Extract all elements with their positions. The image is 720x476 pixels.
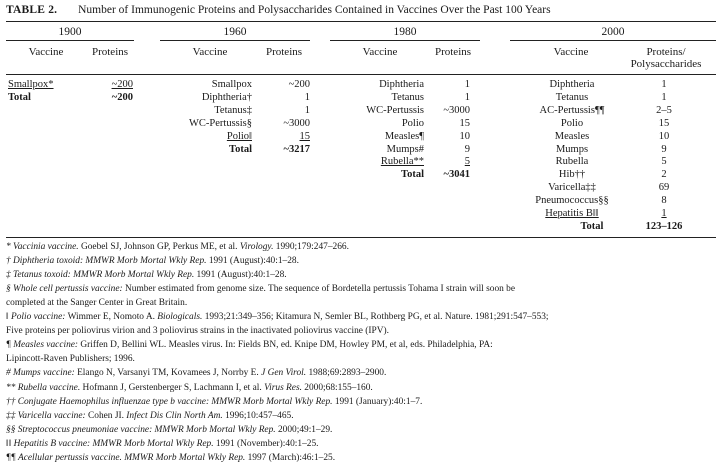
year-1980: 1980	[393, 26, 417, 38]
value-cell: 1	[661, 91, 667, 103]
footnote-text: Griffen D, Bellini WL. Measles virus. In: Fields BN, ed. Knipe DM, Howley PM, et al, eds. Philadelphia, PA:	[78, 340, 493, 351]
col-proteins-2000-line2: Polysaccharides	[630, 58, 702, 70]
footnote-italic: Biologicals.	[157, 312, 203, 323]
year-1960-rule	[160, 40, 310, 41]
vaccine-cell: Diphtheria†	[201, 91, 252, 103]
footnote-italic: ‡ Tetanus toxoid: MMWR Morb Mortal Wkly Rep.	[6, 270, 195, 281]
footnote-line	[6, 411, 294, 422]
vaccine-cell: Diphtheria	[379, 79, 424, 90]
vaccine-cell: Polio‖	[226, 130, 252, 142]
footnote-line	[6, 242, 349, 253]
footnote-line	[6, 270, 287, 281]
vaccine-cell: Smallpox*	[8, 79, 54, 90]
footnote-italic: J Gen Virol.	[261, 368, 307, 379]
footnote-line	[6, 256, 299, 267]
vaccine-cell: Rubella	[555, 156, 589, 168]
col-proteins-1900: Proteins	[91, 46, 129, 58]
footnote-italic: § Whole cell pertussis vaccine:	[6, 284, 123, 295]
footnote-line	[6, 439, 318, 450]
vaccine-cell: Total	[8, 91, 31, 103]
vaccine-cell: Diphtheria	[549, 79, 595, 90]
footnote-line	[6, 312, 549, 323]
value-cell: 2–5	[656, 104, 672, 116]
footnote-line	[6, 397, 422, 408]
footnote-text: Wimmer E, Nomoto A.	[65, 312, 158, 323]
value-cell: 8	[661, 195, 667, 207]
value-cell: 5	[661, 156, 667, 168]
value-cell: ~3000	[443, 104, 470, 116]
table-label: TABLE 2.	[6, 4, 58, 16]
vaccine-cell: Polio	[401, 117, 424, 129]
vaccine-cell: Mumps	[555, 143, 589, 155]
footnote-text: Lipincott-Raven Publishers; 1996.	[6, 354, 135, 365]
value-cell: 15	[658, 117, 670, 129]
footnote-italic: ** Rubella vaccine.	[6, 382, 81, 393]
footnote-italic: † Diphtheria toxoid: MMWR Morb Mortal Wkly Rep.	[6, 256, 207, 267]
vaccine-cell: Tetanus	[391, 91, 424, 103]
footnote-italic: ¶¶ Acellular pertussis vaccine. MMWR Morb Mortal Wkly Rep.	[6, 452, 246, 463]
footnote-italic: ‖ Polio vaccine:	[6, 312, 66, 323]
header-rule	[6, 74, 716, 75]
value-cell: 1	[304, 91, 310, 103]
footnote-line	[6, 284, 515, 295]
year-1960: 1960	[223, 26, 247, 38]
value-cell: 69	[658, 182, 670, 194]
vaccine-cell: Total	[229, 143, 252, 155]
vaccine-cell: AC-Pertussis¶¶	[539, 104, 605, 116]
value-cell: 123–126	[645, 220, 683, 232]
vaccine-cell: Measles¶	[384, 130, 424, 142]
footnote-text: 1991 (January):40:1–7.	[332, 396, 423, 407]
vaccine-cell: WC-Pertussis	[366, 104, 424, 116]
vaccine-cell: Mumps#	[386, 143, 424, 155]
value-cell: 10	[658, 130, 670, 142]
value-cell: 9	[661, 143, 667, 155]
vaccine-cell: Tetanus‡	[214, 104, 252, 116]
footnote-italic: Virus Res.	[264, 382, 302, 393]
value-cell: 1	[661, 208, 667, 219]
footnote-text: 1991 (August):40:1–28.	[206, 256, 299, 267]
year-1900-rule	[6, 40, 134, 41]
footnote-italic: §§ Streptococcus pneumoniae vaccine: MMWR Morb Mortal Wkly Rep.	[6, 424, 276, 435]
footnote-italic: ‖‖ Hepatitis B vaccine: MMWR Morb Mortal Wkly Rep.	[6, 438, 214, 449]
footnote-text: Hofmann J, Gerstenberger S, Lachmann I, et al.	[80, 382, 265, 393]
value-cell: 1	[464, 91, 470, 103]
footnote-text: 2000;68:155–160.	[301, 382, 373, 393]
value-cell: 1	[661, 79, 667, 90]
footnote-text: 1991 (August):40:1–28.	[194, 270, 287, 281]
footnote-italic: * Vaccinia vaccine.	[6, 242, 79, 252]
footnote-text: Cohen JI.	[85, 410, 127, 421]
year-1900: 1900	[58, 26, 82, 38]
value-cell: 1	[464, 79, 470, 90]
footnote-text: completed at the Sanger Center in Great Britain.	[6, 298, 188, 309]
footnote-text: 1997 (March):46:1–25.	[245, 452, 336, 463]
col-proteins-1960: Proteins	[265, 46, 303, 58]
footnote-text: 1996;10:457–465.	[222, 410, 294, 421]
value-cell: 9	[464, 143, 470, 155]
vaccine-cell: Measles	[554, 130, 590, 142]
value-cell: 2	[661, 169, 667, 181]
vaccine-cell: Rubella**	[380, 156, 424, 168]
footnote-italic: Virology.	[239, 242, 274, 252]
vaccine-cell: Varicella‡‡	[548, 182, 596, 194]
vaccine-cell: Pneumococcus§§	[535, 195, 609, 207]
year-2000-rule	[510, 40, 716, 41]
vaccine-cell: Polio	[560, 117, 584, 129]
footnote-text: 1993;21:349–356; Kitamura N, Semler BL, Rothberg PG, et al. Nature. 1981;291:547–553;	[202, 312, 549, 323]
top-rule	[6, 21, 716, 22]
value-cell: 15	[299, 130, 310, 142]
footnote-line	[6, 354, 135, 365]
footnote-italic: †† Conjugate Haemophilus influenzae type b vaccine: MMWR Morb Mortal Wkly Rep.	[6, 396, 333, 407]
footnote-text: Goebel SJ, Johnson GP, Perkus ME, et al.	[78, 242, 240, 252]
col-vaccine-1900: Vaccine	[28, 46, 64, 58]
col-proteins-2000	[616, 46, 716, 70]
value-cell: 5	[464, 156, 470, 168]
vaccine-cell: Hib††	[558, 169, 586, 181]
value-cell: ~200	[111, 91, 133, 103]
footnote-text: Number estimated from genome size. The sequence of Bordetella pertussis Tohama I strain will soon be	[122, 284, 516, 295]
footnote-italic: Infect Dis Clin North Am.	[126, 410, 223, 421]
col-vaccine-1980: Vaccine	[362, 46, 398, 58]
value-cell: 10	[459, 130, 470, 142]
table-title	[6, 4, 551, 16]
vaccine-cell: Smallpox	[211, 79, 252, 90]
footnote-italic: ¶ Measles vaccine:	[6, 340, 79, 351]
year-1980-rule	[330, 40, 480, 41]
table-caption: Number of Immunogenic Proteins and Polysaccharides Contained in Vaccines Over the Past 100 Years	[78, 4, 551, 16]
col-vaccine-1960: Vaccine	[192, 46, 228, 58]
year-2000: 2000	[601, 26, 625, 38]
footnote-text: 1990;179:247–266.	[273, 242, 349, 252]
footnote-line	[6, 340, 493, 351]
footnote-line	[6, 453, 335, 464]
footnote-text: 2000;49:1–29.	[275, 424, 333, 435]
value-cell: 15	[459, 117, 470, 129]
value-cell: ~3041	[443, 169, 470, 181]
table-bottom-rule	[6, 237, 716, 238]
footnote-italic: # Mumps vaccine:	[6, 368, 75, 379]
col-vaccine-2000: Vaccine	[553, 46, 589, 58]
footnote-text: Elango N, Varsanyi TM, Kovamees J, Norrby E.	[74, 368, 262, 379]
footnote-line	[6, 298, 187, 309]
value-cell: ~200	[111, 79, 133, 90]
vaccine-cell: WC-Pertussis§	[189, 117, 252, 129]
col-proteins-2000-line1: Proteins/	[646, 46, 686, 58]
value-cell: ~200	[288, 79, 310, 90]
col-proteins-1980: Proteins	[434, 46, 472, 58]
vaccine-cell: Hepatitis B‖‖	[545, 208, 599, 219]
vaccine-cell: Total	[401, 169, 424, 181]
footnote-line	[6, 326, 389, 337]
footnote-line	[6, 383, 373, 394]
footnote-text: Five proteins per poliovirus virion and 3 poliovirus strains in the inactivated poliovirus vaccine (IPV).	[6, 326, 390, 337]
footnote-line	[6, 425, 332, 436]
value-cell: ~3000	[283, 117, 310, 129]
footnote-italic: ‡‡ Varicella vaccine:	[6, 410, 86, 421]
footnote-text: 1988;69:2893–2900.	[306, 368, 387, 379]
value-cell: ~3217	[283, 143, 310, 155]
footnote-text: 1991 (November):40:1–25.	[213, 438, 319, 449]
vaccine-cell: Tetanus	[555, 91, 589, 103]
value-cell: 1	[304, 104, 310, 116]
vaccine-cell: Total	[580, 220, 604, 232]
footnote-line	[6, 368, 386, 379]
